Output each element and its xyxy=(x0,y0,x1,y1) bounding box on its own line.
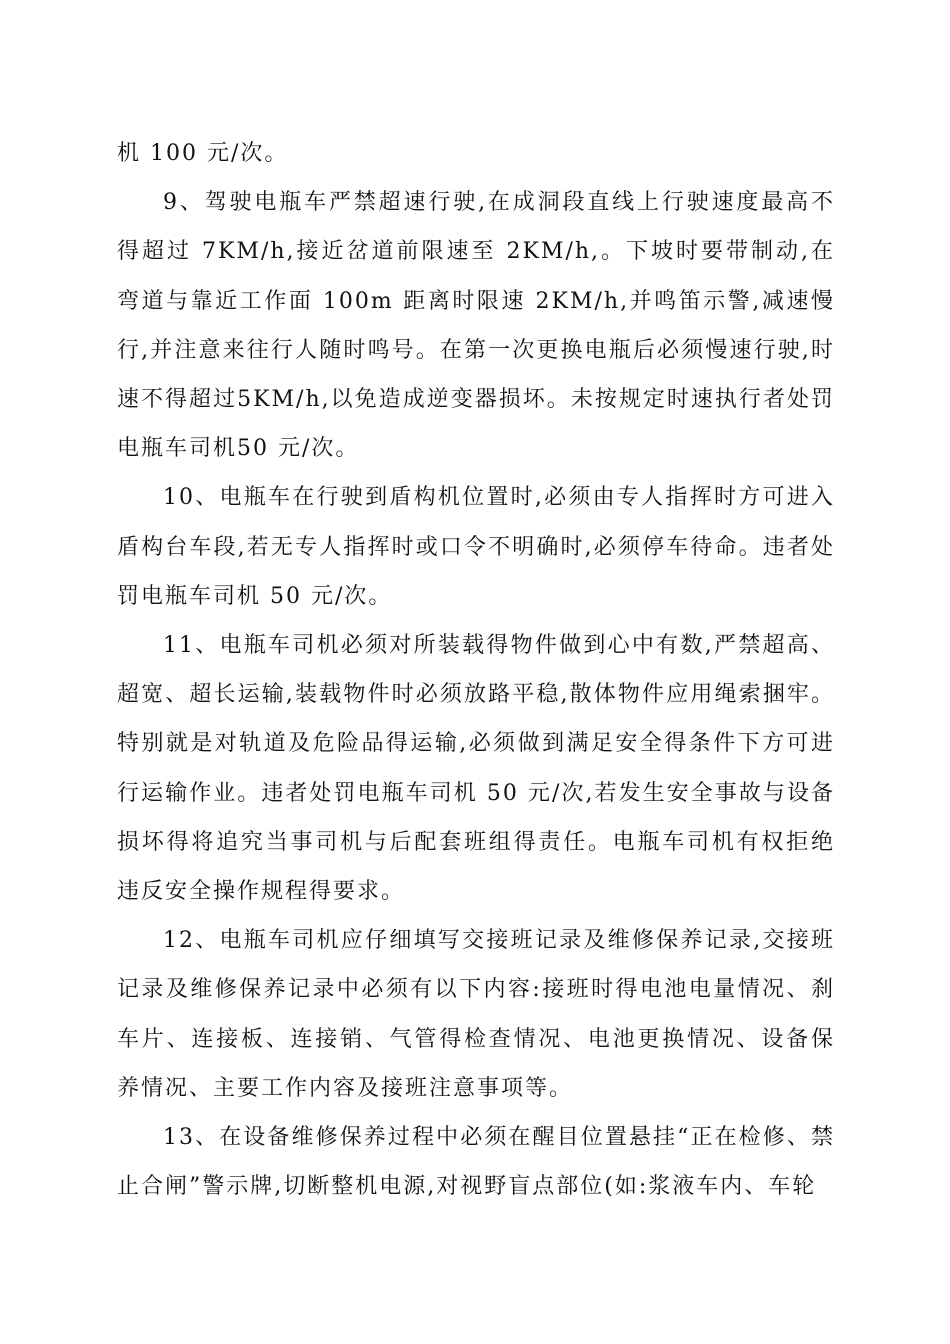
paragraph-item-12: 12、电瓶车司机应仔细填写交接班记录及维修保养记录,交接班记录及维修保养记录中必须有以下内容:接班时得电池电量情况、刹车片、连接板、连接销、气管得检查情况、电池更换情况、设备保养情况、主要工作内容及接班注意事项等。 xyxy=(117,928,835,1101)
paragraph-item-10: 10、电瓶车在行驶到盾构机位置时,必须由专人指挥时方可进入盾构台车段,若无专人指挥时或口令不明确时,必须停车待命。违者处罚电瓶车司机 50 元/次。 xyxy=(117,485,835,609)
paragraph-continuation: 机 100 元/次。 xyxy=(117,141,289,166)
paragraph-item-13: 13、在设备维修保养过程中必须在醒目位置悬挂“正在检修、禁止合闸”警示牌,切断整机电源,对视野盲点部位(如:浆液车内、车轮 xyxy=(117,1125,835,1200)
document-body xyxy=(117,129,835,1211)
paragraph-item-9: 9、驾驶电瓶车严禁超速行驶,在成洞段直线上行驶速度最高不得超过 7KM/h,接近岔道前限速至 2KM/h,。下坡时要带制动,在弯道与靠近工作面 100m 距离时限速 2KM/h,并鸣笛示警,减速慢行,并注意来往行人随时鸣号。在第一次更换电瓶后必须慢速行驶,时速不得超过5KM/h,以免造成逆变器损坏。未按规定时速执行者处罚电瓶车司机50 元/次。 xyxy=(117,190,835,462)
paragraph-item-11: 11、电瓶车司机必须对所装载得物件做到心中有数,严禁超高、超宽、超长运输,装载物件时必须放路平稳,散体物件应用绳索捆牢。特别就是对轨道及危险品得运输,必须做到满足安全得条件下方可进行运输作业。违者处罚电瓶车司机 50 元/次,若发生安全事故与设备损坏得将追究当事司机与后配套班组得责任。电瓶车司机有权拒绝违反安全操作规程得要求。 xyxy=(117,633,835,905)
